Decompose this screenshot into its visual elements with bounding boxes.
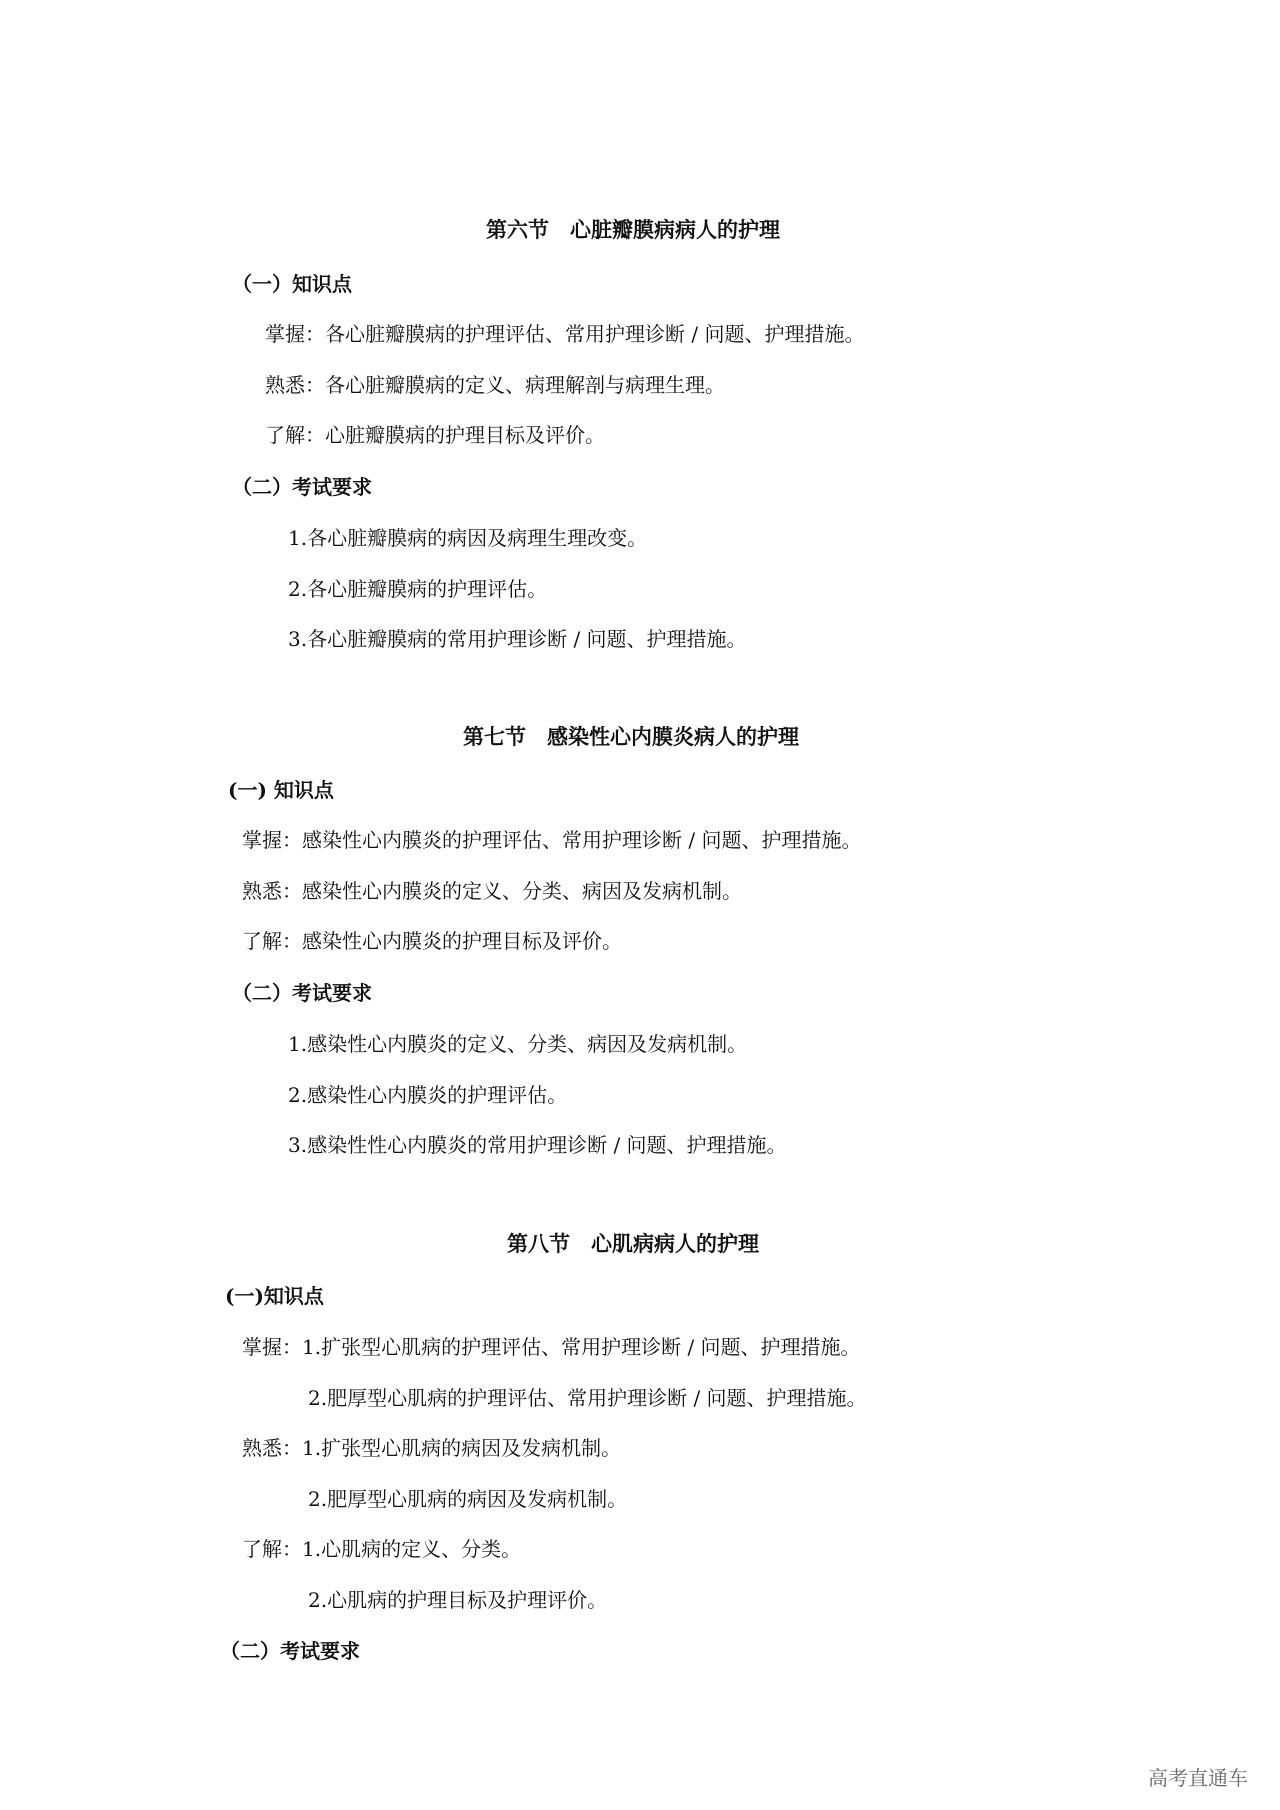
section-7-exam-item-2: 2.感染性心内膜炎的护理评估。 bbox=[288, 1083, 568, 1107]
section-6-exam-item-2: 2.各心脏瓣膜病的护理评估。 bbox=[288, 577, 548, 601]
section-6-knowledge-master: 掌握：各心脏瓣膜病的护理评估、常用护理诊断 / 问题、护理措施。 bbox=[265, 322, 865, 346]
section-7-knowledge-heading: (一) 知识点 bbox=[228, 778, 334, 802]
section-8-knowledge-master-2: 2.肥厚型心肌病的护理评估、常用护理诊断 / 问题、护理措施。 bbox=[308, 1386, 867, 1410]
section-8-title: 第八节 心肌病病人的护理 bbox=[507, 1231, 759, 1256]
section-7-knowledge-understand: 了解：感染性心内膜炎的护理目标及评价。 bbox=[242, 929, 622, 953]
watermark-text: 高考直通车 bbox=[1148, 1766, 1248, 1790]
section-7-exam-item-1: 1.感染性心内膜炎的定义、分类、病因及发病机制。 bbox=[288, 1032, 748, 1056]
section-8-knowledge-master-1: 掌握：1.扩张型心肌病的护理评估、常用护理诊断 / 问题、护理措施。 bbox=[242, 1335, 861, 1359]
section-6-knowledge-familiar: 熟悉：各心脏瓣膜病的定义、病理解剖与病理生理。 bbox=[265, 373, 725, 397]
section-6-exam-heading: （二）考试要求 bbox=[232, 475, 372, 499]
section-6-exam-item-1: 1.各心脏瓣膜病的病因及病理生理改变。 bbox=[288, 526, 648, 550]
section-8-knowledge-understand-1: 了解：1.心肌病的定义、分类。 bbox=[242, 1537, 522, 1561]
section-8-knowledge-heading: (一)知识点 bbox=[225, 1284, 324, 1308]
section-7-exam-heading: （二）考试要求 bbox=[232, 981, 372, 1005]
section-7-exam-item-3: 3.感染性性心内膜炎的常用护理诊断 / 问题、护理措施。 bbox=[288, 1133, 787, 1157]
section-6-exam-item-3: 3.各心脏瓣膜病的常用护理诊断 / 问题、护理措施。 bbox=[288, 627, 747, 651]
section-7-knowledge-familiar: 熟悉：感染性心内膜炎的定义、分类、病因及发病机制。 bbox=[242, 879, 742, 903]
section-7-knowledge-master: 掌握：感染性心内膜炎的护理评估、常用护理诊断 / 问题、护理措施。 bbox=[242, 828, 862, 852]
section-6-title: 第六节 心脏瓣膜病病人的护理 bbox=[486, 217, 780, 242]
section-6-knowledge-understand: 了解：心脏瓣膜病的护理目标及评价。 bbox=[265, 423, 605, 447]
section-6-knowledge-heading: （一）知识点 bbox=[232, 272, 352, 296]
section-8-exam-heading: （二）考试要求 bbox=[220, 1639, 360, 1663]
section-7-title: 第七节 感染性心内膜炎病人的护理 bbox=[463, 724, 799, 749]
section-8-knowledge-understand-2: 2.心肌病的护理目标及护理评价。 bbox=[308, 1588, 608, 1612]
section-8-knowledge-familiar-2: 2.肥厚型心肌病的病因及发病机制。 bbox=[308, 1487, 628, 1511]
section-8-knowledge-familiar-1: 熟悉：1.扩张型心肌病的病因及发病机制。 bbox=[242, 1436, 622, 1460]
